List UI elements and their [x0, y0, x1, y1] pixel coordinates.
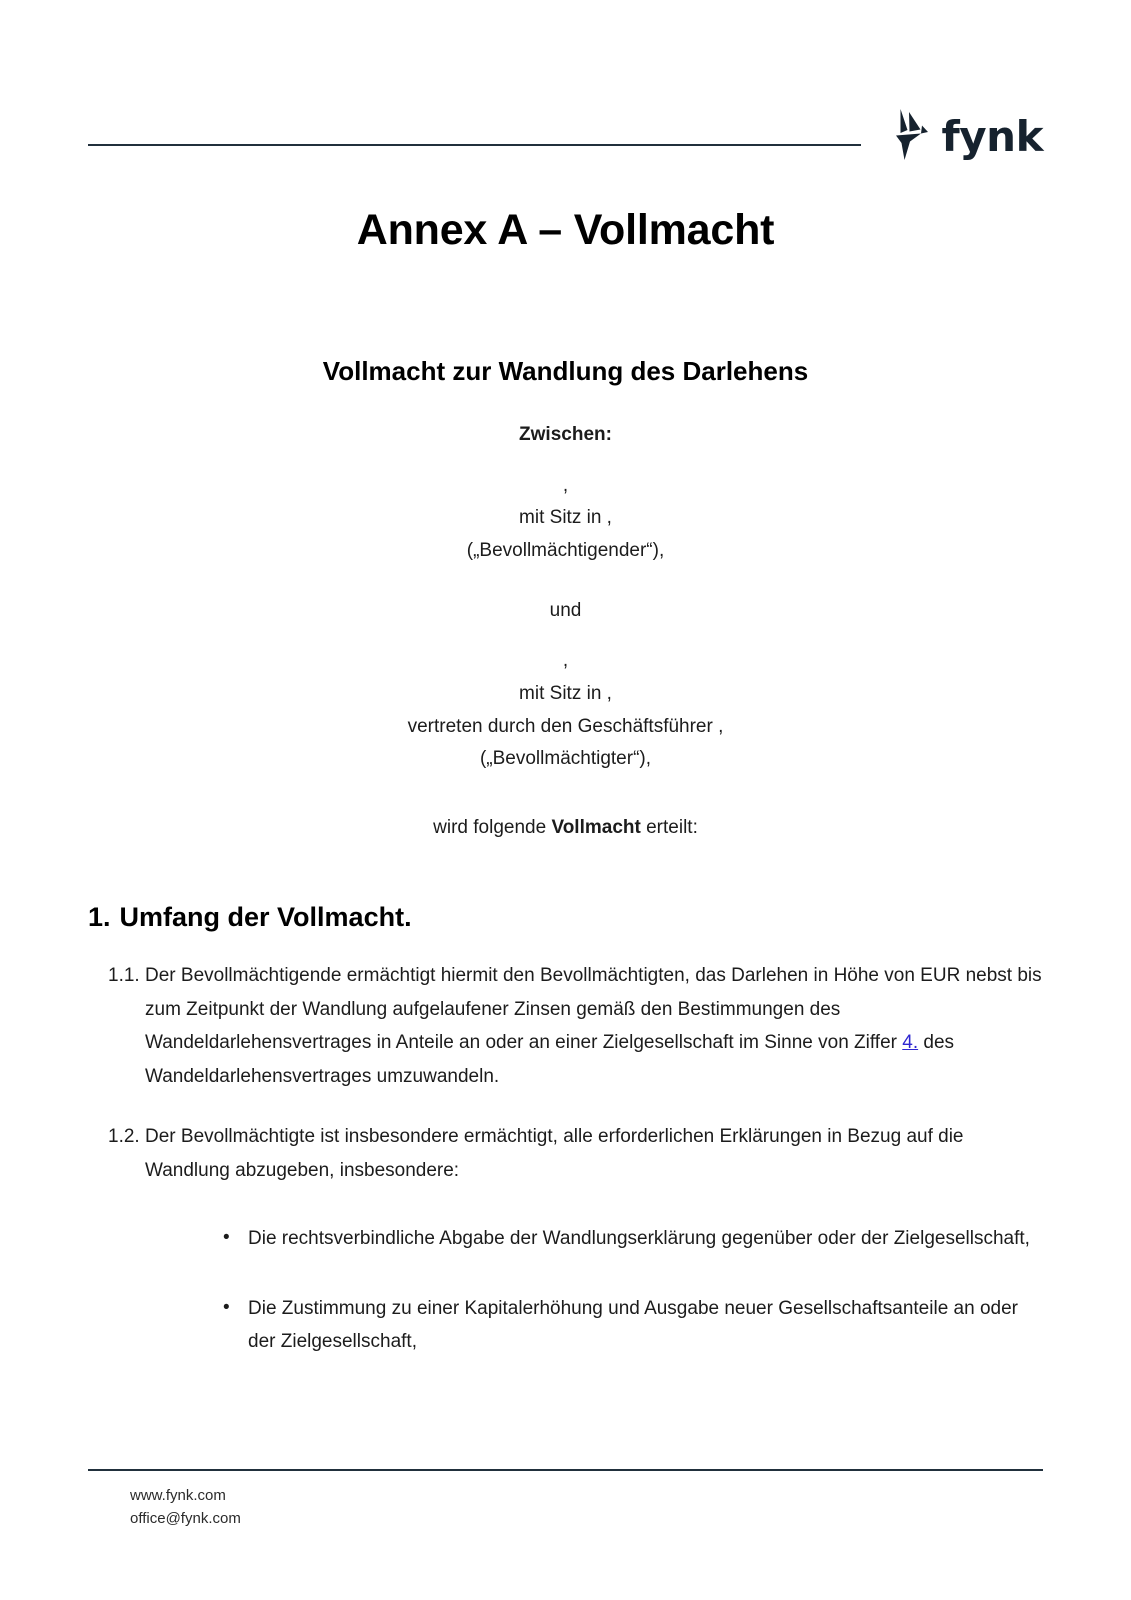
grant-emphasis: Vollmacht [551, 817, 641, 839]
party-two-seat: mit Sitz in , [519, 683, 612, 705]
grant-prefix: wird folgende [433, 817, 552, 839]
footer-website[interactable]: www.fynk.com [130, 1487, 226, 1504]
grant-statement [88, 812, 1043, 845]
clause-number: 1.2. [108, 1126, 140, 1148]
between-label: Zwischen: [519, 424, 612, 446]
document-content [88, 205, 1043, 1395]
clause-number: 1.1. [108, 964, 140, 986]
clause-1-1 [88, 959, 1043, 1094]
list-item: • Die Zustimmung zu einer Kapitalerhöhung und Ausgabe neuer Gesellschaftsanteile an oder der Zielgesellschaft, [223, 1292, 1043, 1360]
parties-conjunction: und [549, 599, 582, 621]
clause-text-part-1: Der Bevollmächtigte ist insbesondere ermächtigt, alle erforderlichen Erklärungen in Bezug auf die Wandlung abzugeben, insbesondere: [145, 1126, 964, 1181]
origami-bird-icon [887, 108, 933, 162]
cross-reference-link[interactable]: 4. [902, 1032, 919, 1054]
section-number: 1. [88, 901, 111, 932]
clause-1-2 [88, 1120, 1043, 1188]
section-heading-1 [88, 902, 1043, 933]
document-subtitle: Vollmacht zur Wandlung des Darlehens [322, 355, 809, 386]
brand-wordmark: fynk [941, 112, 1043, 161]
clause-text-part-1: Der Bevollmächtigende ermächtigt hiermit den Bevollmächtigten, das Darlehen in Höhe von EUR nebst bis zum Zeitpunkt der Wandlung aufgelaufener Zinsen gemäß den Bestimmungen des Wandeldarlehensvertrages in Anteile an oder an einer Zielgesellschaft im Sinne von Ziffer [145, 964, 1042, 1054]
header-divider [88, 144, 861, 146]
bullet-list [88, 1222, 1043, 1359]
party-one-role: („Bevollmächtigender“), [466, 540, 665, 562]
clause-list [88, 959, 1043, 1188]
party-one [88, 470, 1043, 568]
footer-email[interactable]: office@fynk.com [130, 1509, 241, 1527]
parties-block [88, 419, 1043, 845]
section-title: Umfang der Vollmacht. [119, 901, 412, 932]
party-one-seat: mit Sitz in , [519, 507, 612, 529]
clause-text-part-2: des Wandeldarlehensvertrages umzuwandeln. [145, 1032, 955, 1088]
page-header [88, 105, 1043, 165]
clause-text [145, 959, 1043, 1094]
list-item: • Die rechtsverbindliche Abgabe der Wandlungserklärung gegenüber oder der Zielgesellschaft, [223, 1222, 1043, 1256]
party-two-role: („Bevollmächtigter“), [479, 748, 652, 770]
grant-suffix: erteilt: [640, 817, 698, 839]
clause-text [145, 1120, 1043, 1188]
brand-logo [887, 108, 1043, 162]
party-two-name: , [562, 650, 569, 672]
page-footer [88, 1469, 1043, 1530]
party-two-representative: vertreten durch den Geschäftsführer , [407, 715, 724, 737]
footer-divider [88, 1469, 1043, 1471]
footer-contact [88, 1485, 1043, 1530]
party-one-name: , [562, 474, 569, 496]
page-title: Annex A – Vollmacht [356, 206, 775, 254]
party-two [88, 645, 1043, 776]
